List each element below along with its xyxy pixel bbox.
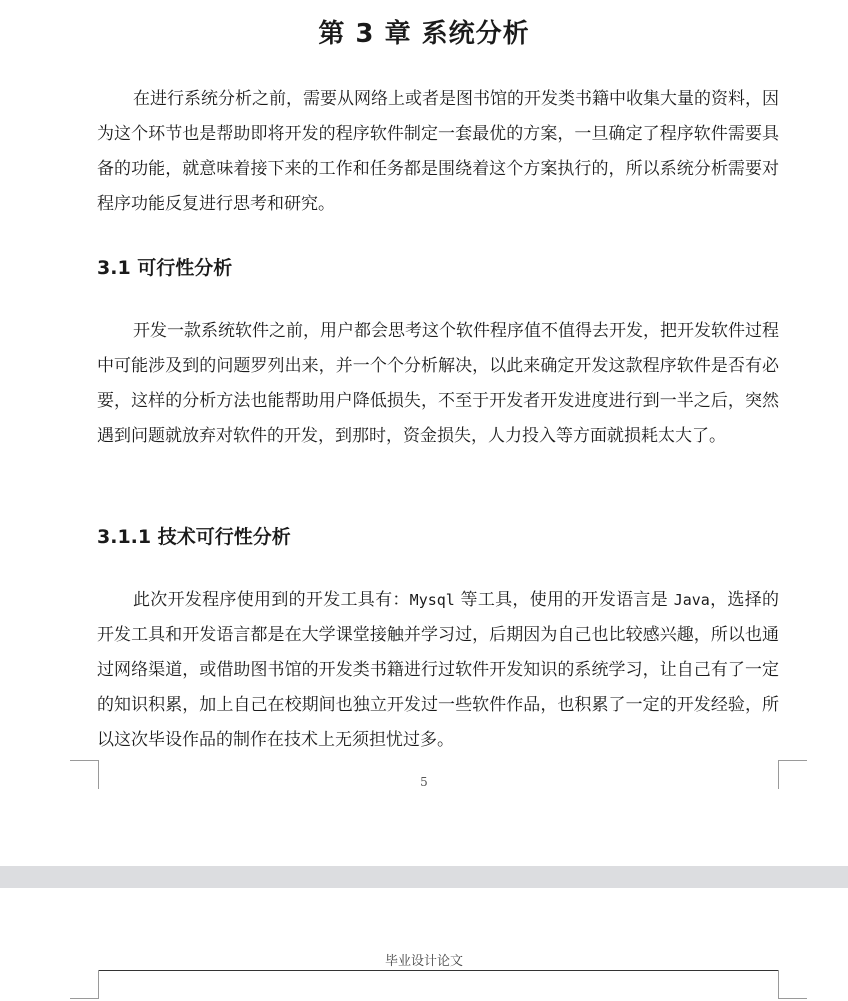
margin-corner-top-left xyxy=(70,970,99,999)
header-rule xyxy=(98,970,778,971)
tool-name: Mysql xyxy=(409,591,455,609)
technical-feasibility-paragraph xyxy=(97,583,779,758)
page-gap xyxy=(0,866,848,888)
intro-paragraph: 在进行系统分析之前，需要从网络上或者是图书馆的开发类书籍中收集大量的资料，因为这个环节也是帮助即将开发的程序软件制定一套最优的方案，一旦确定了程序软件需要具备的功能，就意味着接下来的工作和任务都是围绕着这个方案执行的，所以系统分析需要对程序功能反复进行思考和研究。 xyxy=(97,89,779,214)
section-heading-3-1: 3.1 可行性分析 xyxy=(97,257,233,279)
page-number: 5 xyxy=(420,775,428,789)
next-document-page xyxy=(0,888,848,1001)
paragraph-text-part3: ，选择的开发工具和开发语言都是在大学课堂接触并学习过，后期因为自己也比较感兴趣，所以也通过网络渠道，或借助图书馆的开发类书籍进行过软件开发知识的系统学习，让自己有了一定的知识积累，加上自己在校期间也独立开发过一些软件作品，也积累了一定的开发经验，所以这次毕设作品的制作在技术上无须担忧过多。 xyxy=(97,590,780,750)
section-heading-3-1-1: 3.1.1 技术可行性分析 xyxy=(97,526,291,548)
chapter-title: 第 3 章 系统分析 xyxy=(318,19,530,49)
margin-corner-top-right xyxy=(778,970,807,999)
page-header-text: 毕业设计论文 xyxy=(384,954,463,969)
paragraph-text-part1: 此次开发程序使用到的开发工具有： xyxy=(133,590,410,610)
paragraph-text-part2: 等工具，使用的开发语言是 xyxy=(454,590,674,610)
feasibility-paragraph: 开发一款系统软件之前，用户都会思考这个软件程序值不值得去开发，把开发软件过程中可能涉及到的问题罗列出来，并一个个分析解决，以此来确定开发这款程序软件是否有必要，这样的分析方法也能帮助用户降低损失，不至于开发者开发进度进行到一半之后，突然遇到问题就放弃对软件的开发，到那时，资金损失，人力投入等方面就损耗太大了。 xyxy=(97,321,779,446)
language-name: Java xyxy=(673,591,710,609)
